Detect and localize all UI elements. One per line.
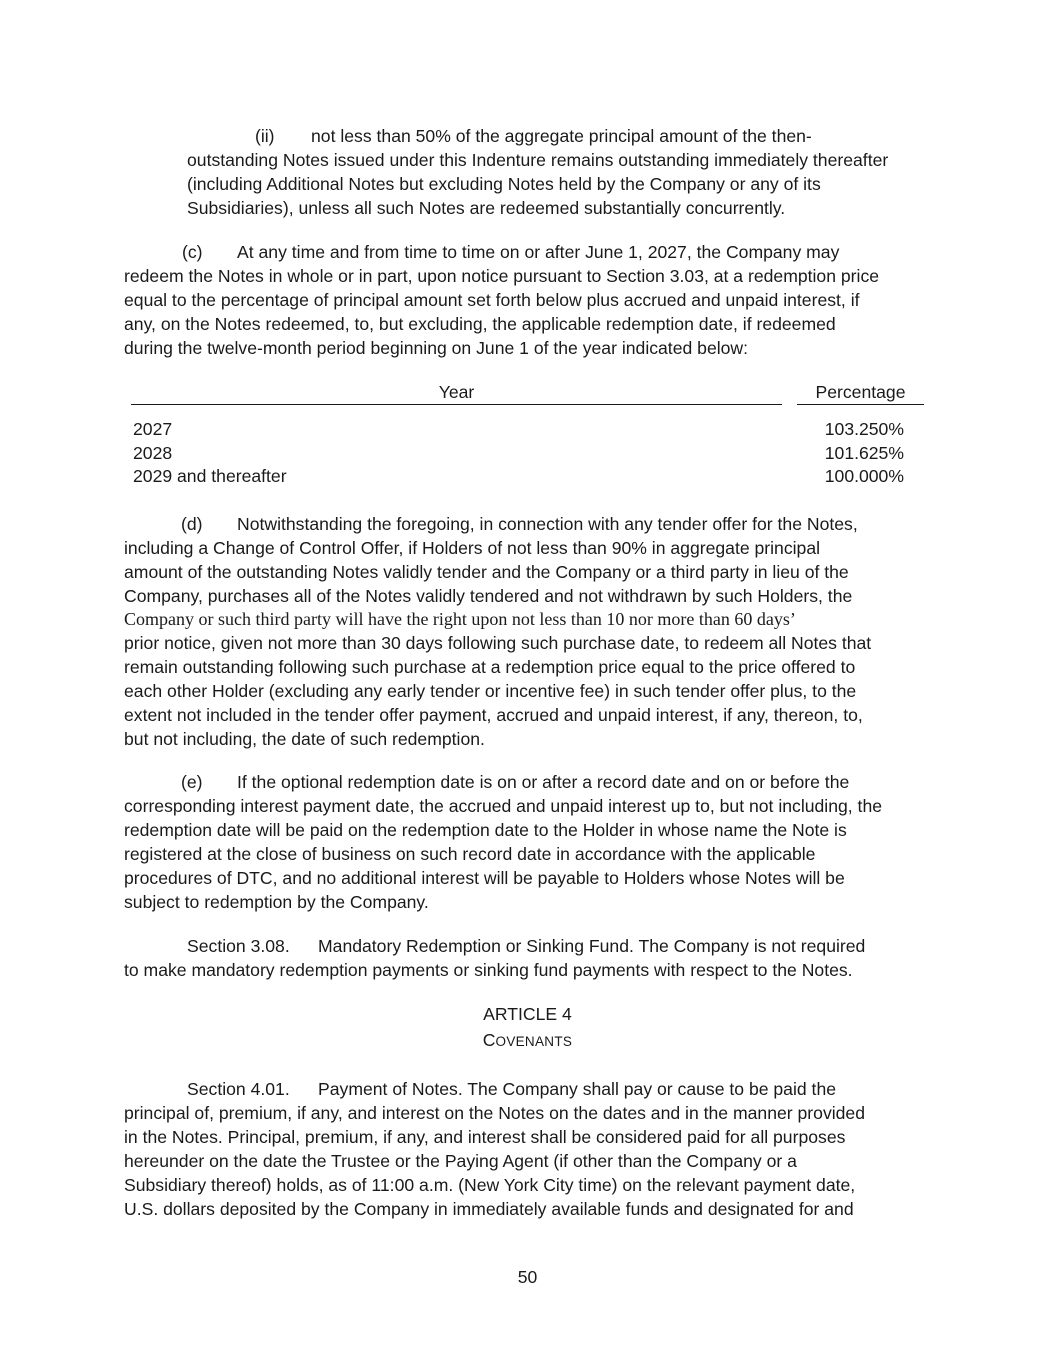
para-c-line: At any time and from time to time on or after June 1, 2027, the Company may: [237, 242, 840, 262]
section-308-line: to make mandatory redemption payments or sinking fund payments with respect to the Notes.: [124, 960, 853, 980]
table-cell-year: 2028: [133, 443, 173, 463]
table-header-year: Year: [438, 382, 475, 402]
para-d-line: prior notice, given not more than 30 days following such purchase date, to redeem all Notes that: [124, 633, 872, 653]
section-308-line: Mandatory Redemption or Sinking Fund. The Company is not required: [318, 936, 866, 956]
para-ii-line: Subsidiaries), unless all such Notes are redeemed substantially concurrently.: [187, 198, 786, 218]
para-d-line: amount of the outstanding Notes validly tender and the Company or a third party in lieu of the: [124, 562, 849, 582]
table-cell-percentage: 101.625%: [824, 443, 904, 463]
para-d-line: Company or such third party will have the right upon not less than 10 nor more than 60 days’: [124, 609, 796, 629]
para-d-line: Company, purchases all of the Notes validly tendered and not withdrawn by such Holders, the: [124, 586, 853, 606]
table-header-percentage: Percentage: [815, 382, 906, 402]
section-401-line: hereunder on the date the Trustee or the Paying Agent (if other than the Company or a: [124, 1151, 797, 1171]
para-e-line: If the optional redemption date is on or after a record date and on or before the: [237, 772, 850, 792]
para-d-line: including a Change of Control Offer, if Holders of not less than 90% in aggregate principal: [124, 538, 821, 558]
article-title: ARTICLE 4: [483, 1004, 572, 1024]
para-d-line: each other Holder (excluding any early tender or incentive fee) in such tender offer plus, to the: [124, 681, 857, 701]
para-d-line: but not including, the date of such redemption.: [124, 729, 485, 749]
para-d-line: extent not included in the tender offer payment, accrued and unpaid interest, if any, thereon, to,: [124, 705, 863, 725]
article-subtitle: [0, 1028, 1055, 1054]
para-c-label: (c): [182, 242, 203, 262]
table-cell-year: 2027: [133, 419, 173, 439]
table-cell-percentage: 103.250%: [824, 419, 904, 439]
section-401-line: principal of, premium, if any, and interest on the Notes on the dates and in the manner provided: [124, 1103, 865, 1123]
para-ii-line: outstanding Notes issued under this Indenture remains outstanding immediately thereafter: [187, 150, 889, 170]
page-number: 50: [517, 1267, 538, 1287]
para-d-line: Notwithstanding the foregoing, in connection with any tender offer for the Notes,: [237, 514, 858, 534]
para-e-line: registered at the close of business on such record date in accordance with the applicable: [124, 844, 816, 864]
para-ii-line: not less than 50% of the aggregate principal amount of the then-: [311, 126, 812, 146]
table-cell-percentage: 100.000%: [824, 466, 904, 486]
section-401-line: Subsidiary thereof) holds, as of 11:00 a.m. (New York City time) on the relevant payment date,: [124, 1175, 856, 1195]
section-308-label: Section 3.08.: [187, 936, 290, 956]
para-e-line: redemption date will be paid on the redemption date to the Holder in whose name the Note is: [124, 820, 847, 840]
para-ii-label: (ii): [255, 126, 275, 146]
section-401-line: Payment of Notes. The Company shall pay or cause to be paid the: [318, 1079, 837, 1099]
section-401-label: Section 4.01.: [187, 1079, 290, 1099]
para-c-line: redeem the Notes in whole or in part, upon notice pursuant to Section 3.03, at a redemption price: [124, 266, 880, 286]
para-ii-line: (including Additional Notes but excluding Notes held by the Company or any of its: [187, 174, 821, 194]
para-c-line: any, on the Notes redeemed, to, but excluding, the applicable redemption date, if redeemed: [124, 314, 836, 334]
para-e-line: corresponding interest payment date, the accrued and unpaid interest up to, but not including, the: [124, 796, 883, 816]
para-c-line: during the twelve-month period beginning on June 1 of the year indicated below:: [124, 338, 749, 358]
table-header-rule-percentage: [797, 404, 924, 405]
para-d-line: remain outstanding following such purchase at a redemption price equal to the price offered to: [124, 657, 856, 677]
para-e-line: procedures of DTC, and no additional interest will be payable to Holders whose Notes will be: [124, 868, 845, 888]
section-401-line: U.S. dollars deposited by the Company in immediately available funds and designated for and: [124, 1199, 854, 1219]
table-cell-year: 2029 and thereafter: [133, 466, 287, 486]
section-401-line: in the Notes. Principal, premium, if any, and interest shall be considered paid for all purposes: [124, 1127, 846, 1147]
para-d-label: (d): [181, 514, 203, 534]
article-subtitle-initial: C: [482, 1030, 496, 1050]
para-c-line: equal to the percentage of principal amount set forth below plus accrued and unpaid interest, if: [124, 290, 860, 310]
para-e-label: (e): [181, 772, 203, 792]
table-header-rule-year: [131, 404, 782, 405]
para-e-line: subject to redemption by the Company.: [124, 892, 429, 912]
article-subtitle-rest: OVENANTS: [495, 1034, 573, 1049]
